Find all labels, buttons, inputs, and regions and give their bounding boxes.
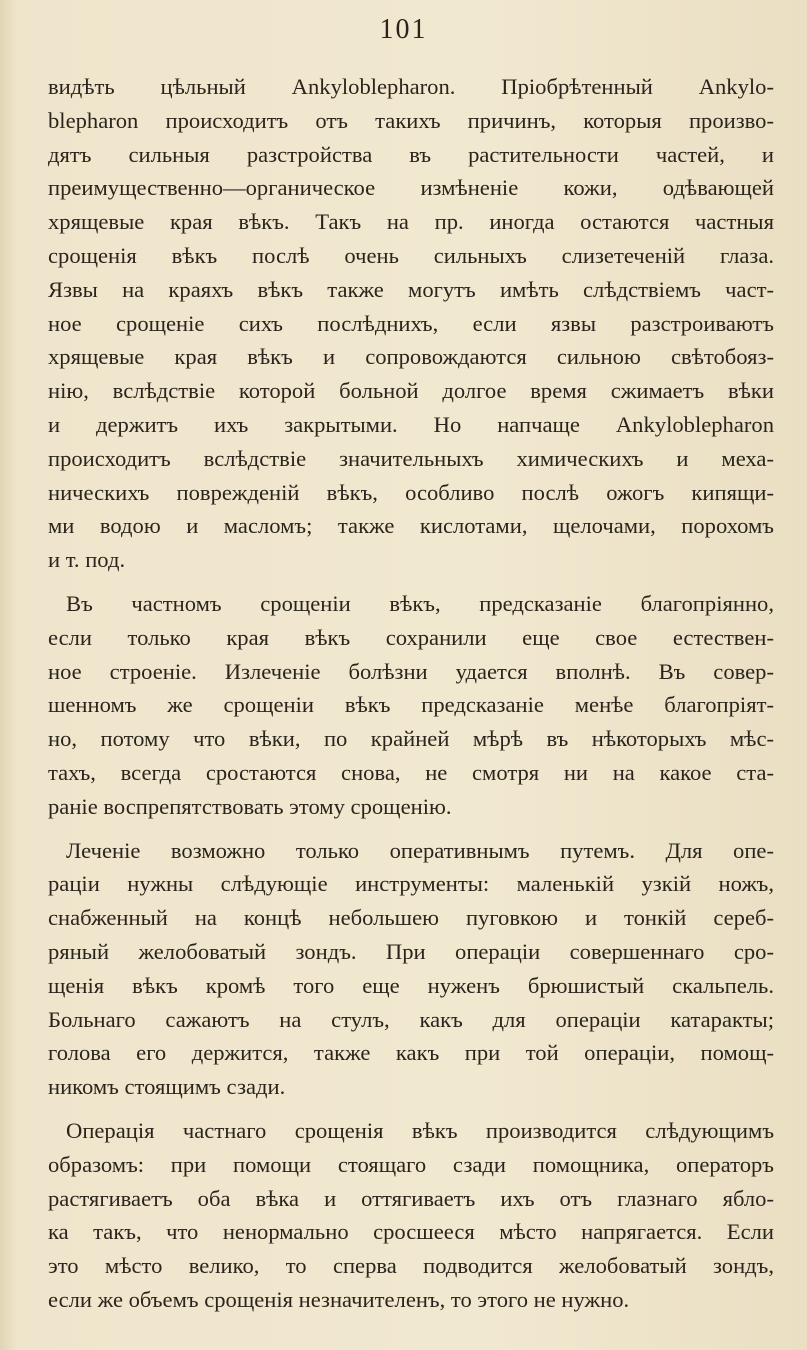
text-line: видѣть цѣльный Ankyloblepharon. Пріобрѣтенный Ankylo-	[48, 74, 774, 99]
text-line: ми водою и масломъ; также кислотами, щелочами, порохомъ	[48, 513, 774, 539]
text-line: Операція частнаго срощенія вѣкъ производится слѣдующимъ	[66, 1117, 774, 1143]
text-line: нію, вслѣдствіе которой больной долгое время сжимаетъ вѣки	[48, 378, 774, 404]
text-line: ка такъ, что ненормально сросшееся мѣсто напрягается. Если	[48, 1219, 774, 1245]
text-line: и держитъ ихъ закрытыми. Но напчаще Ankyloblepharon	[48, 411, 774, 437]
text-line: голова его держится, также какъ при той операціи, помощ-	[48, 1040, 774, 1066]
text-line: образомъ: при помощи стоящаго сзади помощника, операторъ	[48, 1151, 774, 1177]
text-line: хрящевые края вѣкъ и сопровождаются сильною свѣтобояз-	[48, 344, 774, 370]
paragraph	[48, 587, 774, 824]
text-line: Язвы на краяхъ вѣкъ также могутъ имѣть слѣдствіемъ част-	[48, 276, 774, 302]
paragraph	[48, 834, 774, 1104]
text-line: Леченіе возможно только оперативнымъ путемъ. Для опе-	[66, 837, 774, 863]
text-line: дятъ сильныя разстройства въ растительности частей, и	[48, 141, 774, 167]
text-line: снабженный на концѣ небольшею пуговкою и тонкій сереб-	[48, 905, 774, 931]
text-line: раніе воспрепятствовать этому срощенію.	[48, 793, 452, 819]
text-line: это мѣсто велико, то сперва подводится желобоватый зондъ,	[48, 1253, 774, 1279]
text-line: шенномъ же срощеніи вѣкъ предсказаніе менѣе благопріят-	[48, 692, 774, 718]
text-line: преимущественно—органическое измѣненіе кожи, одѣвающей	[48, 175, 774, 201]
text-line: растягиваетъ оба вѣка и оттягиваетъ ихъ отъ глазнаго ябло-	[48, 1185, 774, 1211]
text-line: тахъ, всегда сростаются снова, не смотря ни на какое ста-	[48, 759, 774, 785]
paragraph	[48, 1114, 774, 1317]
text-line: Больнаго сажаютъ на стулъ, какъ для операціи катаракты;	[48, 1006, 774, 1032]
text-line: blepharon происходитъ отъ такихъ причинъ, которыя произво-	[48, 107, 774, 133]
text-line: ническихъ поврежденій вѣкъ, особливо послѣ ожогъ кипящи-	[48, 479, 774, 505]
text-line: ное строеніе. Излеченіе болѣзни удается вполнѣ. Въ совер-	[48, 658, 774, 684]
text-line: срощенія вѣкъ послѣ очень сильныхъ слизетеченій глаза.	[48, 242, 774, 268]
text-line: но, потому что вѣки, по крайней мѣрѣ въ нѣкоторыхъ мѣс-	[48, 726, 774, 752]
text-line: никомъ стоящимъ сзади.	[48, 1074, 286, 1100]
text-line: если только края вѣкъ сохранили еще свое естествен-	[48, 624, 774, 650]
text-line: происходитъ вслѣдствіе значительныхъ химическихъ и меха-	[48, 445, 774, 471]
text-line: если же объемъ срощенія незначителенъ, то этого не нужно.	[48, 1286, 630, 1312]
text-line: ряный желобоватый зондъ. При операціи совершеннаго сро-	[48, 938, 774, 964]
text-line: и т. под.	[48, 547, 126, 573]
text-line: Въ частномъ срощеніи вѣкъ, предсказаніе благопріянно,	[66, 590, 774, 616]
text-line: раціи нужны слѣдующіе инструменты: маленькій узкій ножъ,	[48, 871, 774, 897]
page-number: 101	[379, 14, 428, 45]
paragraph	[48, 70, 774, 577]
text-line: ное срощеніе сихъ послѣднихъ, если язвы разстроиваютъ	[48, 310, 774, 336]
text-line: хрящевые края вѣкъ. Такъ на пр. иногда остаются частныя	[48, 209, 774, 235]
text-line: щенія вѣкъ кромѣ того еще нуженъ брюшистый скальпель.	[48, 972, 774, 998]
body-text	[48, 70, 774, 1327]
